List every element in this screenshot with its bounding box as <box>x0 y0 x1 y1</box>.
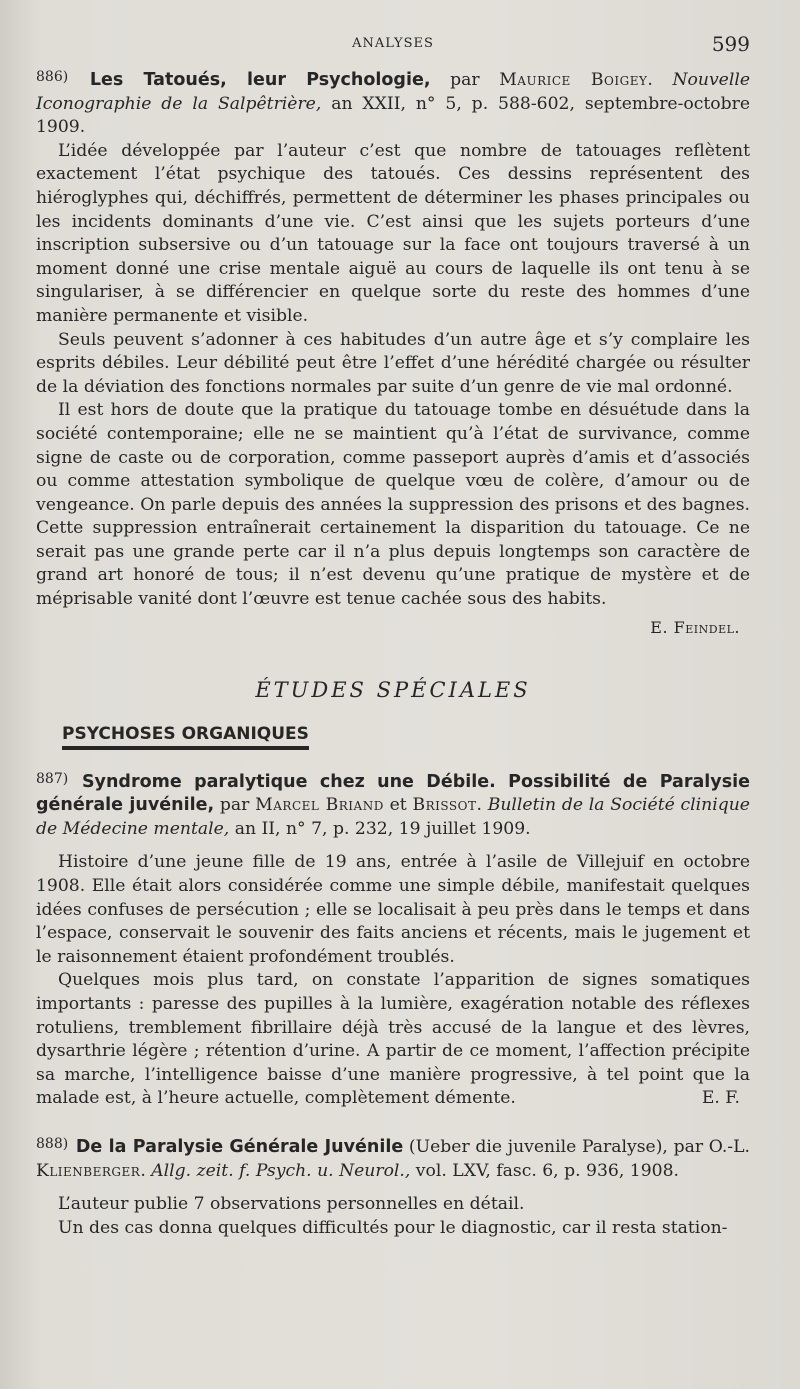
entry-author: Maurice Boigey <box>499 70 648 90</box>
entry-paragraph: L’idée développée par l’auteur c’est que nombre de tatouages reflètent exactement l’état psychique des tatoués. Ces dessins représentent des hiéroglyphes qui, déchiffrés, permettent de déterminer les phases principales ou les incidents dominants d’une vie. C’est ainsi que les sujets porteurs d’une inscription subsersive ou d’un tatouage sur la face ont toujours traversé à un moment donné une crise mentale aiguë au cours de laquelle ils ont tenu à se singulariser, à se différencier en quelque sorte du reste des hommes d’une manière permanente et visible. <box>36 140 750 326</box>
entry-signature: E. F. <box>701 1088 740 1109</box>
entry-signature <box>36 616 740 640</box>
entry-heading <box>36 768 750 842</box>
spacer <box>36 1123 750 1133</box>
entry-title: Syndrome paralytique chez une Débile. Possibilité de Paralysie générale juvénile, <box>36 771 750 816</box>
entry-title: De la Paralysie Générale Juvénile <box>75 1136 404 1157</box>
byline-connector: . <box>647 70 673 90</box>
entry-title: Les Tatoués, leur Psychologie, <box>89 70 431 90</box>
spacer <box>36 841 750 851</box>
entry-heading <box>36 66 750 140</box>
entry-author: Klienberger <box>36 1160 141 1181</box>
entry-author-2: Brissot <box>412 795 477 816</box>
byline-connector: par <box>214 795 256 816</box>
entry-details: an XXII, n° 5, p. 588-602, septembre-octobre 1909. <box>36 93 751 138</box>
abstract-entry-887 <box>36 768 750 1111</box>
entry-paragraph <box>36 969 750 1111</box>
entry-source: Nouvelle Iconographie de la Salpêtrière, <box>36 70 750 114</box>
entry-source: Bulletin de la Société clinique de Médecine mentale, <box>36 795 750 839</box>
entry-number: 887) <box>36 770 69 787</box>
entry-details: vol. LXV, fasc. 6, p. 936, 1908. <box>410 1160 679 1181</box>
entry-paragraph: Histoire d’une jeune fille de 19 ans, entrée à l’asile de Villejuif en octobre 1908. Elle était alors considérée comme une simple débile, manifestait quelques idées confuses de persécution ; elle se localisait à peu près dans le temps et dans l’espace, conservait le souvenir des faits anciens et récents, mais le jugement et le raisonnement étaient profondément troublés. <box>36 852 750 967</box>
page-number: 599 <box>711 32 750 56</box>
running-head-title: ANALYSES <box>352 36 434 51</box>
signature-text: E. Feindel. <box>650 617 740 637</box>
running-head <box>36 32 750 66</box>
paragraph-text: Quelques mois plus tard, on constate l’apparition de signes somatiques importants : paresse des pupilles à la lumière, exagération notable des réflexes rotuliens, tremblement fibrillaire déjà très accusé de la langue et des lèvres, dysarthrie légère ; rétention d’urine. A partir de ce moment, l’affection précipite sa marche, l’intelligence baisse d’une manière progressive, à tel point que la malade est, à l’heure actuelle, complètement démente. <box>36 970 750 1109</box>
entry-details: an II, n° 7, p. 232, 19 juillet 1909. <box>229 818 531 839</box>
abstract-entry-888 <box>36 1133 750 1240</box>
entry-heading <box>36 1133 750 1183</box>
spacer <box>36 1183 750 1193</box>
entry-paragraph: Seuls peuvent s’adonner à ces habitudes d’un autre âge et s’y complaire les esprits débiles. Leur débilité peut être l’effet d’une hérédité chargée ou résulter de la déviation des fonctions normales par suite d’un genre de vie mal ordonné. <box>36 329 750 397</box>
entry-paragraph: Un des cas donna quelques difficultés pour le diagnostic, car il resta station- <box>58 1217 728 1238</box>
entry-number: 888) <box>36 1135 69 1152</box>
subsection-title: PSYCHOSES ORGANIQUES <box>62 724 309 750</box>
byline-connector: (Ueber die juvenile Paralyse), par O.-L. <box>403 1136 750 1157</box>
entry-paragraph: Il est hors de doute que la pratique du tatouage tombe en désuétude dans la société contemporaine; elle ne se maintient qu’à l’état de survivance, comme signe de caste ou de corporation, comme passeport auprès d’amis et d’associés ou comme attestation symbolique de quelque vœu de colère, d’amour ou de vengeance. On parle depuis des années la suppression des prisons et des bagnes. Cette suppression entraînerait certainement la disparition du tatouage. Ce ne serait pas une grande perte car il n’a plus depuis longtemps son caractère de grand art honoré de tous; il n’est devenu qu’une pratique de mystère et de méprisable vanité dont l’œuvre est tenue cachée sous des habits. <box>36 400 750 610</box>
abstract-entry-886 <box>36 66 750 640</box>
entry-source: Allg. zeit. f. Psych. u. Neurol., <box>151 1160 411 1181</box>
section-title: ÉTUDES SPÉCIALES <box>255 677 531 702</box>
byline-connector: . <box>140 1160 152 1181</box>
entry-number: 886) <box>36 69 69 85</box>
byline-connector: . <box>476 795 488 816</box>
byline-connector: et <box>383 795 413 816</box>
entry-author: Marcel Briand <box>255 795 384 816</box>
entry-paragraph: L’auteur publie 7 observations personnelles en détail. <box>58 1194 525 1215</box>
byline-connector: par <box>430 70 500 90</box>
